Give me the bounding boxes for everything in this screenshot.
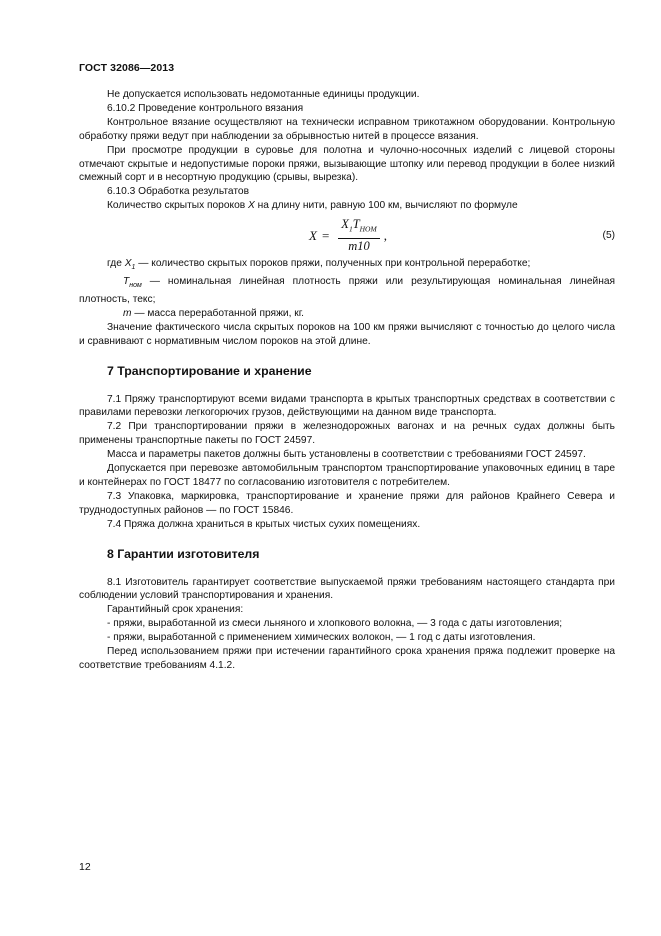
section-7-heading: 7 Транспортирование и хранение — [107, 363, 312, 378]
page-number: 12 — [79, 861, 91, 873]
subsection-6-10-2-heading: 6.10.2 Проведение контрольного вязания — [107, 102, 304, 114]
paragraph-result-value: Значение фактического числа скрытых пороков на 100 км пряжи вычисляют с точностью до целого числа и сравнивают с нормативным числом пороков на этой длине. — [79, 321, 615, 347]
where-m: m — масса переработанной пряжи, кг. — [123, 307, 304, 319]
paragraph-road-transport: Допускается при перевозке автомобильным транспортом транспортирование упаковочных единиц в таре и контейнерах по ГОСТ 18477 по согласованию изготовителя с потребителем. — [79, 463, 615, 488]
paragraph-7-3: 7.3 Упаковка, маркировка, транспортирование и хранение пряжи для районов Крайнего Севера и труднодоступных районов — по ГОСТ 15846. — [79, 490, 615, 516]
where-x1: где $Х_1$ — количество скрытых пороков пряжи, полученных при контрольной переработке; — [107, 258, 531, 272]
formula-numerator: $X_1T_{НОМ}$ — [338, 218, 379, 238]
paragraph-inspection: При просмотре продукции в суровье для полотна и чулочно-носочных изделий с лицевой стороны отмечают скрытые и недопустимые пороки пряжи, вызывающие штопку или перевод продукции в более низкий смежный сорт и в несортную продукцию (срывы, вырезка). — [79, 144, 615, 184]
paragraph-7-1: 7.1 Пряжу транспортируют всеми видами транспорта в крытых транспортных средствах в соответствии с правилами перевозки легкогорючих грузов, действующими на данном виде транспорта. — [79, 393, 615, 419]
paragraph-packet-mass: Масса и параметры пакетов должны быть установлены в соответствии с требованиями ГОСТ 24597. — [107, 449, 586, 461]
paragraph-7-4: 7.4 Пряжа должна храниться в крытых чистых сухих помещениях. — [107, 518, 421, 530]
document-body — [79, 88, 615, 673]
formula-equals: = — [321, 227, 330, 243]
document-header: ГОСТ 32086—2013 — [79, 62, 175, 74]
paragraph-recheck: Перед использованием пряжи при истечении гарантийного срока хранения пряжа подлежит проверке на соответствие требованиям 4.1.2. — [79, 646, 615, 671]
equation-number: (5) — [602, 230, 615, 242]
formula — [309, 218, 387, 253]
formula-fraction — [338, 218, 379, 253]
paragraph-unwound-units: Не допускается использовать недомотанные единицы продукции. — [107, 89, 420, 100]
formula-lhs: X — [309, 227, 317, 243]
formula-denominator: m10 — [348, 238, 370, 253]
paragraph-control-knitting: Контрольное вязание осуществляют на технически исправном трикотажном оборудовании. Контрольную обработку пряжи ведут при наблюдении за обрывностью нитей в процессе вязания. — [79, 116, 615, 142]
paragraph-formula-intro: Количество скрытых пороков Х на длину нити, равную 100 км, вычисляют по формуле — [107, 200, 518, 212]
list-item-chemical-fibers: - пряжи, выработанной с применением химических волокон, — 1 год с даты изготовления. — [107, 632, 536, 644]
paragraph-warranty-period: Гарантийный срок хранения: — [107, 604, 244, 616]
paragraph-8-1: 8.1 Изготовитель гарантирует соответствие выпускаемой пряжи требованиям настоящего стандарта при соблюдении условий транспортирования и хранения. — [79, 576, 615, 602]
formula-comma: , — [383, 227, 387, 243]
section-8-heading: 8 Гарантии изготовителя — [107, 546, 260, 561]
formula-block — [79, 216, 615, 256]
subsection-6-10-3-heading: 6.10.3 Обработка результатов — [107, 186, 249, 198]
list-item-linen-cotton: - пряжи, выработанной из смеси льняного и хлопкового волокна, — 3 года с даты изготовления; — [107, 618, 563, 630]
where-tnom: $Т_{ном}$ — номинальная линейная плотность пряжи или результирующая номинальная линейная плотность, текс; — [79, 276, 615, 306]
paragraph-7-2: 7.2 При транспортировании пряжи в железнодорожных вагонах и на речных судах должны быть применены транспортные пакеты по ГОСТ 24597. — [79, 421, 615, 447]
